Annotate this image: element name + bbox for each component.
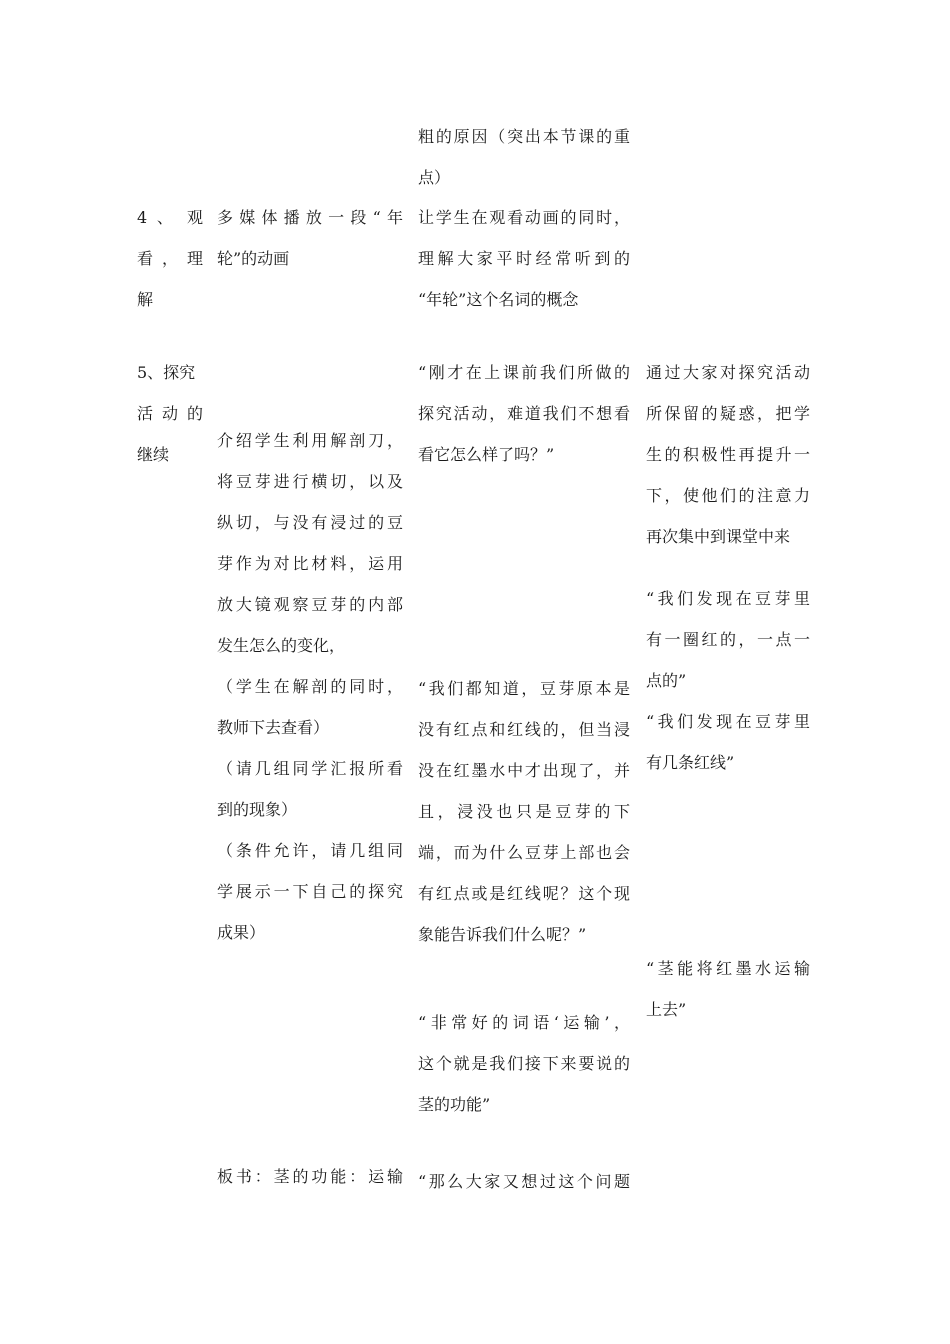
text-line: 下，使他们的注意力 [646, 486, 810, 505]
text-line: （学生在解剖的同时， [217, 677, 403, 696]
text-line: 再次集中到课堂中来 [646, 527, 791, 546]
text-line: 没在红墨水中才出现了，并 [418, 761, 630, 780]
text-line: 粗的原因（突出本节课的重 [418, 127, 630, 146]
text-line: 有红点或是红线呢？这个现 [418, 884, 630, 903]
row5-teacher-prompt-2 [418, 668, 630, 955]
text-line: 理解大家平时经常听到的 [418, 249, 630, 268]
text-line: 点的” [646, 671, 687, 690]
prev-row-method-text [418, 116, 630, 198]
text-line: 纵切，与没有浸过的豆 [217, 513, 403, 532]
text-line: 有几条红线” [646, 753, 735, 772]
text-line: 看 ， 理 [137, 249, 203, 268]
text-line: 茎的功能” [418, 1095, 491, 1114]
text-line: “刚才在上课前我们所做的 [418, 363, 630, 382]
text-line: 所保留的疑惑，把学 [646, 404, 810, 423]
text-line: （请几组同学汇报所看 [217, 759, 403, 778]
text-line: 成果） [217, 923, 266, 942]
text-line: 探究活动，难道我们不想看 [418, 404, 630, 423]
text-line: “我们发现在豆芽里 [646, 712, 810, 731]
text-line: 4 、 观 [137, 208, 203, 227]
text-line: “那么大家又想过这个问题 [418, 1172, 630, 1191]
row4-teacher-activity [217, 197, 403, 279]
text-line: 5、探究 [137, 363, 196, 382]
text-line: 端，而为什么豆芽上部也会 [418, 843, 630, 862]
row4-design-intent [418, 197, 630, 320]
text-line: 生的积极性再提升一 [646, 445, 810, 464]
row5-step-label [137, 352, 203, 475]
text-line: 这个就是我们接下来要说的 [418, 1054, 630, 1073]
text-line: 多媒体播放一段“年 [217, 208, 403, 227]
row5-teacher-prompt-3 [418, 1002, 630, 1125]
row5-teacher-prompt-4 [418, 1161, 630, 1202]
text-line: “我们发现在豆芽里 [646, 589, 810, 608]
text-line: 放大镜观察豆芽的内部 [217, 595, 403, 614]
text-line: “非常好的词语‘运输’， [418, 1013, 630, 1032]
text-line: 解 [137, 290, 154, 309]
row5-student-response-1 [646, 578, 810, 783]
text-line: 活 动 的 [137, 404, 203, 423]
text-line: 没有红点和红线的，但当浸 [418, 720, 630, 739]
text-line: 学展示一下自己的探究 [217, 882, 403, 901]
text-line: 教师下去查看） [217, 718, 330, 737]
text-line: 有一圈红的，一点一 [646, 630, 810, 649]
text-line: 介绍学生利用解剖刀， [217, 431, 403, 450]
text-line: “我们都知道，豆芽原本是 [418, 679, 630, 698]
row5-teacher-activity [217, 420, 403, 953]
row4-step-label [137, 197, 203, 320]
row5-student-response-2 [646, 948, 810, 1030]
text-line: “茎能将红墨水运输 [646, 959, 810, 978]
text-line: 轮”的动画 [217, 249, 290, 268]
text-line: 让学生在观看动画的同时， [418, 208, 630, 227]
text-line: 到的现象） [217, 800, 298, 819]
row5-blackboard-note [217, 1156, 403, 1197]
text-line: 通过大家对探究活动 [646, 363, 810, 382]
text-line: （条件允许，请几组同 [217, 841, 403, 860]
row5-design-intent [646, 352, 810, 557]
text-line: 将豆芽进行横切，以及 [217, 472, 403, 491]
row5-teacher-prompt-1 [418, 352, 630, 475]
text-line: 象能告诉我们什么呢？” [418, 925, 587, 944]
text-line: 看它怎么样了吗？” [418, 445, 555, 464]
text-line: “年轮”这个名词的概念 [418, 290, 579, 309]
text-line: 点） [418, 168, 451, 187]
text-line: 板书：茎的功能：运输 [217, 1167, 403, 1186]
text-line: 发生怎么的变化， [217, 636, 346, 655]
text-line: 继续 [137, 445, 170, 464]
text-line: 芽作为对比材料，运用 [217, 554, 403, 573]
text-line: 上去” [646, 1000, 687, 1019]
text-line: 且，浸没也只是豆芽的下 [418, 802, 630, 821]
